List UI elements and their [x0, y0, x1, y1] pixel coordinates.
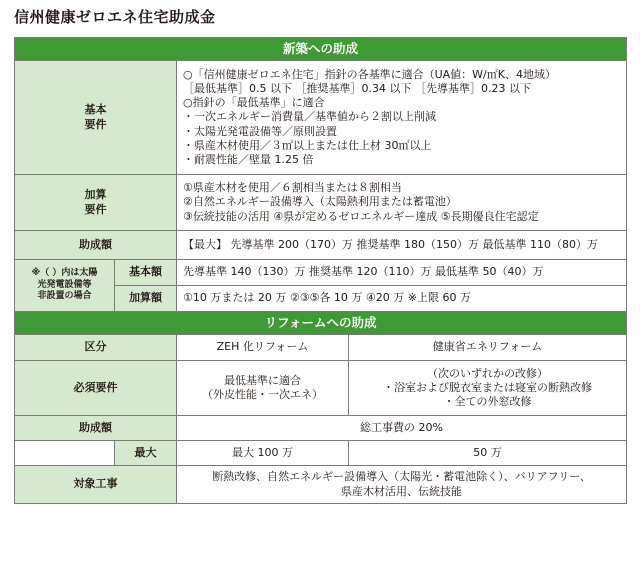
- additional-requirements-label: 加算 要件: [15, 175, 177, 231]
- additional-amount-value: ①10 万または 20 万 ②③⑤各 10 万 ④20 万 ※上限 60 万: [177, 286, 627, 312]
- health-reform-heading: 健康省エネリフォーム: [349, 335, 627, 361]
- solar-note: ※（ ）内は太陽 光発電設備等 非設置の場合: [15, 260, 115, 312]
- basic-req-line: ・一次エネルギー消費量／基準値から２割以上削減: [183, 110, 436, 124]
- new-build-section-header: 新築への助成: [15, 38, 627, 61]
- basic-amount-label: 基本額: [115, 260, 177, 286]
- new-build-subsidy-label: 助成額: [15, 231, 177, 260]
- basic-amount-value: 先導基準 140（130）万 推奨基準 120（110）万 最低基準 50（40）万: [177, 260, 627, 286]
- reform-section-header: リフォームへの助成: [15, 312, 627, 335]
- additional-requirements-content: [177, 175, 627, 231]
- subsidy-table: [14, 37, 627, 504]
- additional-req-line: ②自然エネルギー設備導入（太陽熱利用または蓄電池）: [183, 195, 457, 209]
- basic-requirements-label: 基本 要件: [15, 61, 177, 175]
- zeh-reform-heading: ZEH 化リフォーム: [177, 335, 349, 361]
- basic-req-line: ・太陽光発電設備等／原則設置: [183, 124, 337, 138]
- additional-req-line: ③伝統技能の活用 ④県が定めるゼロエネルギー達成 ⑤長期優良住宅認定: [183, 209, 539, 223]
- health-required-content: （次のいずれかの改修） ・浴室および脱衣室または寝室の断熱改修 ・全ての外窓改修: [349, 361, 627, 416]
- reform-category-label: 区分: [15, 335, 177, 361]
- basic-req-line: ［最低基準］0.5 以下 ［推奨基準］0.34 以下 ［先導基準］0.23 以下: [183, 82, 531, 96]
- page-title: 信州健康ゼロエネ住宅助成金: [14, 8, 216, 26]
- target-works-content: 断熱改修、自然エネルギー設備導入（太陽光・蓄電池除く）、バリアフリー、 県産木材活用、伝統技能: [177, 466, 627, 504]
- basic-req-line: ○「信州健康ゼロエネ住宅」指針の各基準に適合（UA値：W/㎡K、4地域）: [183, 68, 556, 82]
- target-works-label: 対象工事: [15, 466, 177, 504]
- reform-subsidy-label: 助成額: [15, 416, 177, 441]
- health-max-value: 50 万: [349, 441, 627, 466]
- basic-requirements-content: [177, 61, 627, 175]
- additional-amount-label: 加算額: [115, 286, 177, 312]
- basic-req-line: ・県産木材使用／３㎡以上または仕上材 30㎡以上: [183, 138, 432, 152]
- basic-req-line: ・耐震性能／壁量 1.25 倍: [183, 152, 314, 166]
- reform-subsidy-value: 総工事費の 20%: [177, 416, 627, 441]
- reform-required-label: 必須要件: [15, 361, 177, 416]
- reform-max-label: 最大: [115, 441, 177, 466]
- basic-req-line: ○指針の「最低基準」に適合: [183, 96, 325, 110]
- zeh-max-value: 最大 100 万: [177, 441, 349, 466]
- new-build-subsidy-value: 【最大】 先導基準 200（170）万 推奨基準 180（150）万 最低基準 110（80）万: [177, 231, 627, 260]
- zeh-required-content: 最低基準に適合 （外皮性能・一次エネ）: [177, 361, 349, 416]
- additional-req-line: ①県産木材を使用／６割相当または８割相当: [183, 181, 402, 195]
